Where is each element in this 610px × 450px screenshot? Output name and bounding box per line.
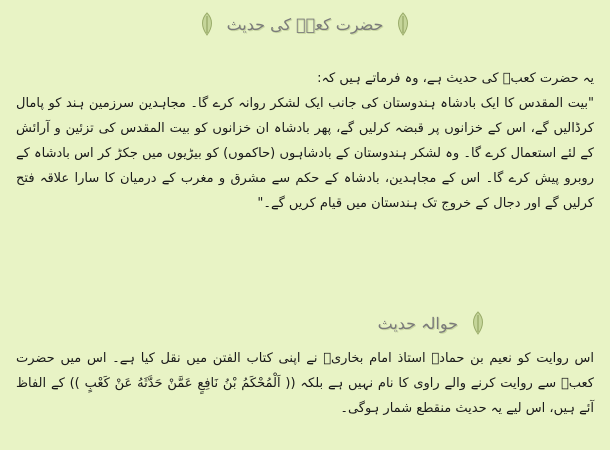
reference-text: اس روایت کو نعیم بن حمادؒ استاذ امام بخاریؒ نے اپنی کتاب الفتن میں نقل کیا ہے۔ اس میں حضرت کعبؓ سے روایت کرنے والے راوی کا نام نہیں ہے بلکہ (( اَلْمُحْکَمُ بْنُ نَافِعٍ عَمَّنْ حَدَّثَهُ عَنْ کَعْبٍ )) کے الفاظ آئے ہیں، اس لیے یہ حدیث منقطع شمار ہوگی۔	[16, 351, 594, 416]
reference-heading	[372, 308, 492, 338]
leaf-ornament-icon	[197, 11, 217, 37]
hadith-text: "بیت المقدس کا ایک بادشاہ ہندوستان کی جانب ایک لشکر روانہ کرے گا۔ مجاہدین سرزمین ہند کو پامال کرڈالیں گے، اس کے خزانوں پر قبضہ کرلیں گے، پھر بادشاہ ان خزانوں کو بیت المقدس کی تزئین و آرائش کے لئے استعمال کرے گا۔ وہ لشکر ہندوستان کے بادشاہوں (حاکموں) کو بیڑیوں میں جکڑ کر اس بادشاہ کے روبرو پیش کرے گا۔ اس کے مجاہدین، بادشاہ کے حکم سے مشرق و مغرب کے درمیان کا سارا علاقہ فتح کرلیں گے اور دجال کے خروج تک ہندستان میں قیام کریں گے۔"	[16, 96, 594, 211]
title-heading	[0, 6, 610, 42]
page-title: حضرت کعبؓ کی حدیث	[226, 14, 384, 34]
leaf-ornament-icon	[393, 11, 413, 37]
reference-title: حوالہ حدیث	[377, 313, 458, 333]
hadith-section	[16, 66, 594, 216]
leaf-ornament-icon	[468, 310, 488, 336]
intro-text: یہ حضرت کعبؓ کی حدیث ہے، وہ فرماتے ہیں کہ:	[317, 71, 594, 86]
reference-section	[16, 346, 594, 421]
